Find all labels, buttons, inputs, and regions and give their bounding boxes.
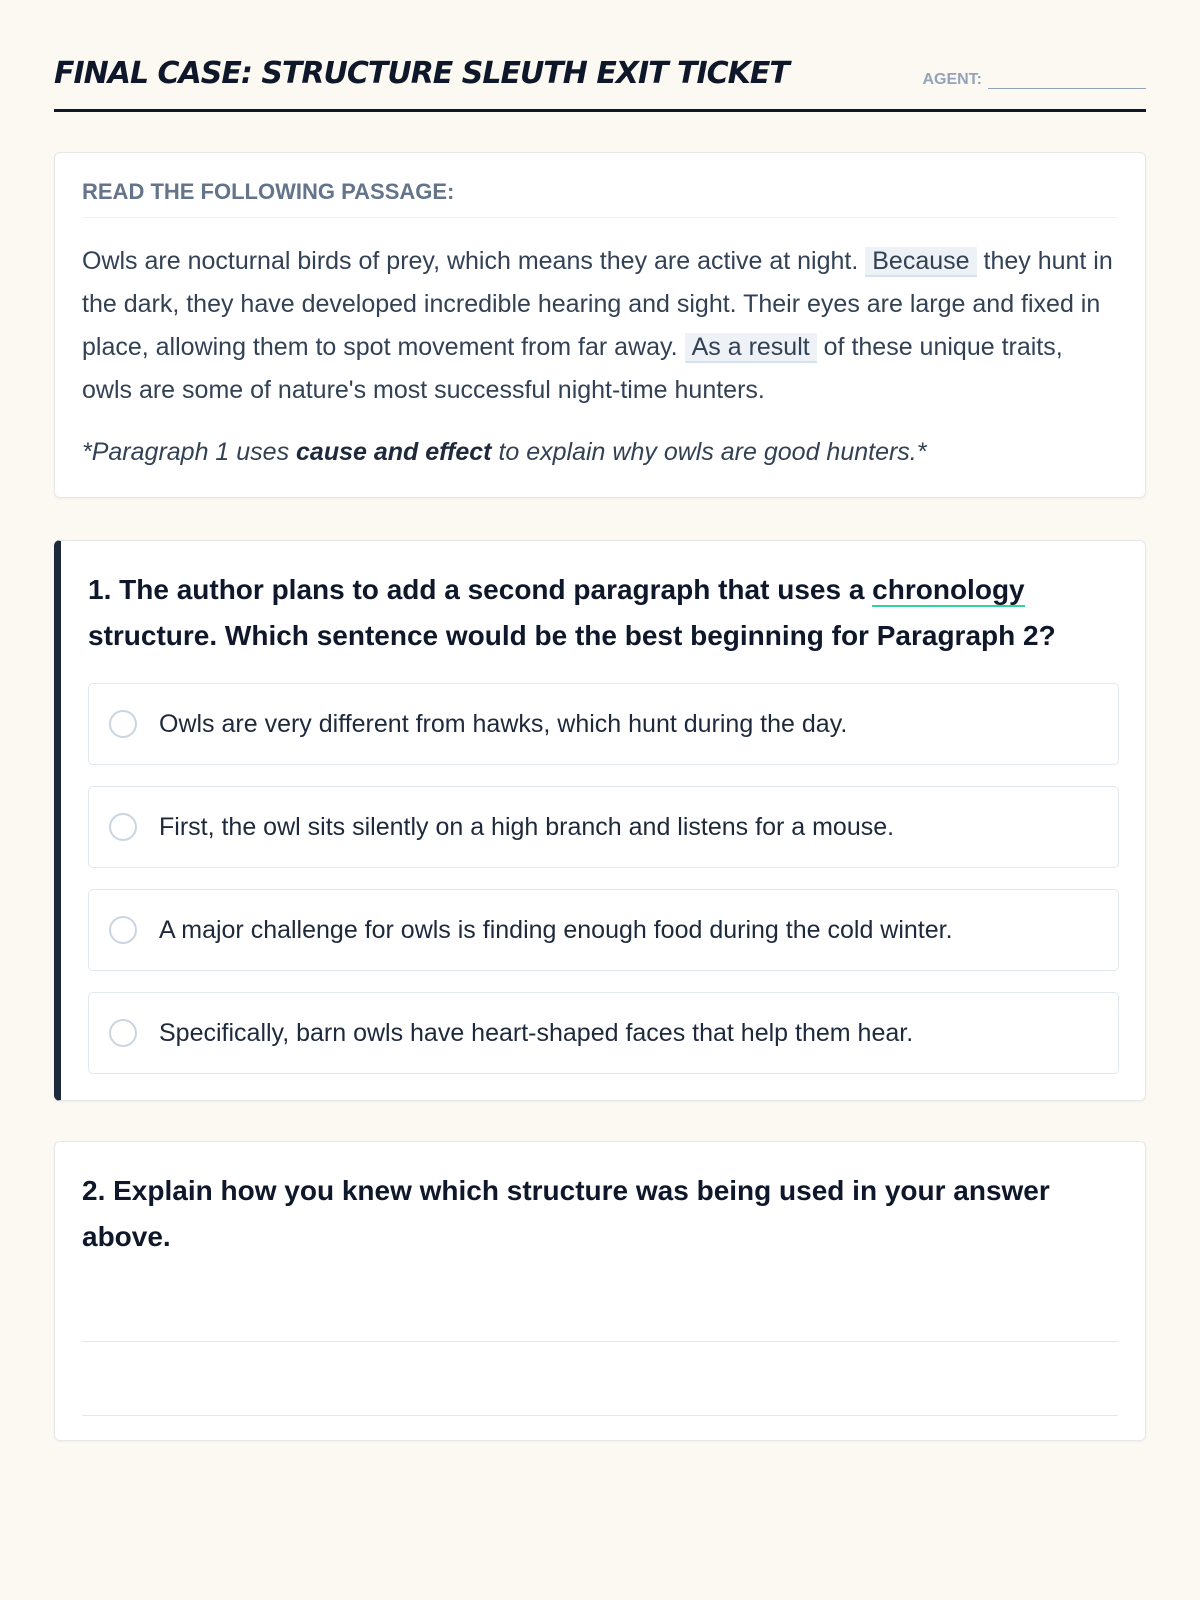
term-chronology: chronology	[872, 574, 1025, 605]
header	[54, 56, 1146, 112]
agent-field	[922, 70, 1146, 89]
answer-option-b[interactable]	[88, 786, 1119, 868]
option-label: Specifically, barn owls have heart-shaped faces that help them hear.	[159, 1018, 914, 1047]
option-label: First, the owl sits silently on a high branch and listens for a mouse.	[159, 812, 895, 841]
radio-button[interactable]	[109, 813, 137, 841]
answer-option-d[interactable]	[88, 992, 1119, 1074]
answer-options	[88, 683, 1119, 1074]
answer-writing-line[interactable]	[82, 1414, 1118, 1416]
signal-word-as-a-result: As a result	[685, 333, 817, 363]
radio-button[interactable]	[109, 710, 137, 738]
agent-label: AGENT:	[922, 71, 982, 88]
option-label: A major challenge for owls is finding enough food during the cold winter.	[159, 915, 953, 944]
option-label: Owls are very different from hawks, which hunt during the day.	[159, 709, 848, 738]
question-2-card	[54, 1141, 1146, 1441]
radio-button[interactable]	[109, 916, 137, 944]
passage-text-part-1: Owls are nocturnal birds of prey, which means they are active at night.	[82, 247, 859, 275]
agent-name-input[interactable]	[988, 70, 1146, 89]
passage-heading: READ THE FOLLOWING PASSAGE:	[82, 179, 1118, 218]
page-title: FINAL CASE: STRUCTURE SLEUTH EXIT TICKET	[54, 56, 789, 91]
note-bold-term: cause and effect	[296, 438, 492, 466]
question-2-text: 2. Explain how you knew which structure was being used in your answer above.	[82, 1175, 1050, 1252]
passage-text-part-2: they hunt in the dark, they have developed incredible hearing and sight. Their eyes are large and fixed in place, allowing them to spot movement from far away.	[82, 247, 1113, 361]
question-1-card	[54, 540, 1146, 1101]
signal-word-because: Because	[865, 247, 976, 277]
note-suffix: to explain why owls are good hunters.*	[491, 438, 927, 466]
question-1-suffix: structure. Which sentence would be the best beginning for Paragraph 2?	[88, 620, 1056, 651]
answer-writing-line[interactable]	[82, 1340, 1118, 1342]
question-1-prefix: 1. The author plans to add a second paragraph that uses a	[88, 574, 873, 605]
passage-card	[54, 152, 1146, 498]
passage-text-part-3: of these unique traits, owls are some of nature's most successful night-time hunters.	[82, 333, 1063, 404]
answer-option-c[interactable]	[88, 889, 1119, 971]
radio-button[interactable]	[109, 1019, 137, 1047]
answer-option-a[interactable]	[88, 683, 1119, 765]
note-prefix: *Paragraph 1 uses	[82, 438, 297, 466]
question-1-text	[88, 567, 1119, 659]
passage-note	[82, 438, 1118, 467]
passage-text	[82, 240, 1118, 412]
